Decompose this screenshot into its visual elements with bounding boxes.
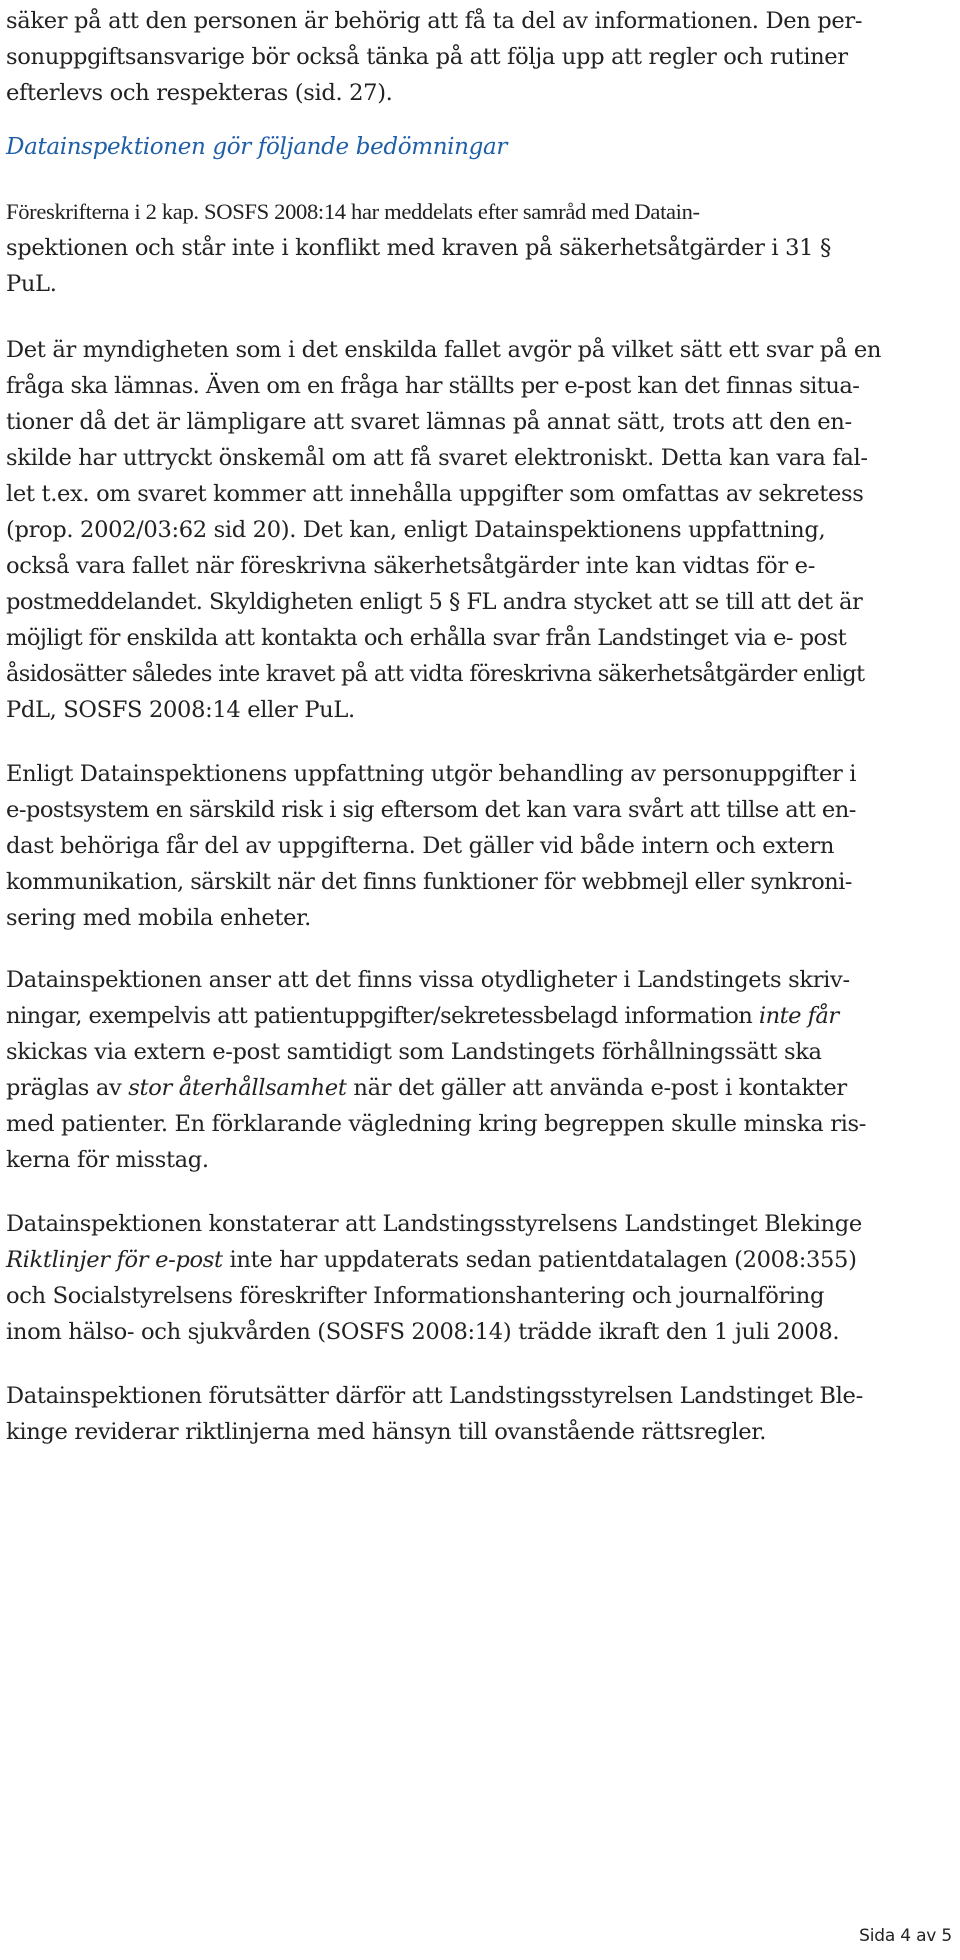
paragraph-line: e-postsystem en särskild risk i sig eftersom det kan vara svårt att tillse att en- (6, 797, 856, 823)
paragraph-line: skickas via extern e-post samtidigt som Landstingets förhållningssätt ska (6, 1039, 822, 1065)
paragraph-line: spektionen och står inte i konflikt med kraven på säkerhetsåtgärder i 31 § (6, 235, 831, 261)
paragraph-line: Datainspektionen förutsätter därför att Landstingsstyrelsen Landstinget Ble- (6, 1383, 863, 1409)
text-run: ningar, exempelvis att patientuppgifter/sekretessbelagd information (6, 1003, 759, 1029)
paragraph-line: möjligt för enskilda att kontakta och erhålla svar från Landstinget via e- post (6, 625, 847, 651)
paragraph-line: skilde har uttryckt önskemål om att få svaret elektroniskt. Detta kan vara fal- (6, 445, 868, 471)
paragraph-line (6, 1068, 847, 1108)
emphasis: inte får (758, 1003, 839, 1029)
paragraph-line: PuL. (6, 271, 57, 297)
paragraph-line: let t.ex. om svaret kommer att innehålla uppgifter som omfattas av sekretess (6, 481, 864, 507)
page-number: Sida 4 av 5 (859, 1926, 952, 1946)
paragraph-line: sering med mobila enheter. (6, 905, 311, 931)
text-run: inte har uppdaterats sedan patientdatalagen (2008:355) (222, 1247, 857, 1273)
paragraph-line: kommunikation, särskilt när det finns funktioner för webbmejl eller synkroni- (6, 869, 852, 895)
text-run: präglas av (6, 1075, 129, 1101)
intro-line: sonuppgiftsansvarige bör också tänka på att följa upp att regler och rutiner (6, 44, 848, 70)
paragraph-line: Datainspektionen anser att det finns vissa otydligheter i Landstingets skriv- (6, 967, 850, 993)
intro-line: säker på att den personen är behörig att få ta del av informationen. Den per- (6, 8, 863, 34)
intro-line: efterlevs och respekteras (sid. 27). (6, 80, 393, 106)
paragraph-line: dast behöriga får del av uppgifterna. Det gäller vid både intern och extern (6, 833, 835, 859)
paragraph-line: PdL, SOSFS 2008:14 eller PuL. (6, 697, 355, 723)
emphasis: Riktlinjer för e-post (6, 1247, 223, 1273)
paragraph-line: postmeddelandet. Skyldigheten enligt 5 § FL andra stycket att se till att det är (6, 589, 863, 615)
paragraph-line: fråga ska lämnas. Även om en fråga har ställts per e-post kan det finnas situa- (6, 373, 860, 399)
paragraph-line: Enligt Datainspektionens uppfattning utgör behandling av personuppgifter i (6, 761, 857, 787)
paragraph-line: inom hälso- och sjukvården (SOSFS 2008:14) trädde ikraft den 1 juli 2008. (6, 1319, 840, 1345)
paragraph-line: åsidosätter således inte kravet på att vidta föreskrivna säkerhetsåtgärder enligt (6, 661, 865, 687)
paragraph-line: med patienter. En förklarande vägledning kring begreppen skulle minska ris- (6, 1111, 867, 1137)
paragraph-line (6, 996, 839, 1036)
paragraph-line: också vara fallet när föreskrivna säkerhetsåtgärder inte kan vidtas för e- (6, 553, 815, 579)
paragraph-line: och Socialstyrelsens föreskrifter Informationshantering och journalföring (6, 1283, 825, 1309)
paragraph-line: Föreskrifterna i 2 kap. SOSFS 2008:14 har meddelats efter samråd med Datain- (6, 199, 700, 224)
paragraph-line: kinge reviderar riktlinjerna med hänsyn till ovanstående rättsregler. (6, 1419, 767, 1445)
text-run: när det gäller att använda e-post i kontakter (346, 1075, 847, 1101)
paragraph-line: Datainspektionen konstaterar att Landstingsstyrelsens Landstinget Blekinge (6, 1211, 862, 1237)
paragraph-line (6, 1240, 857, 1280)
paragraph-line: (prop. 2002/03:62 sid 20). Det kan, enligt Datainspektionens uppfattning, (6, 517, 826, 543)
emphasis: stor återhållsamhet (128, 1075, 347, 1101)
paragraph-line: Det är myndigheten som i det enskilda fallet avgör på vilket sätt ett svar på en (6, 337, 882, 363)
section-heading: Datainspektionen gör följande bedömningar (6, 134, 508, 160)
paragraph-line: tioner då det är lämpligare att svaret lämnas på annat sätt, trots att den en- (6, 409, 852, 435)
paragraph-line: kerna för misstag. (6, 1147, 209, 1173)
